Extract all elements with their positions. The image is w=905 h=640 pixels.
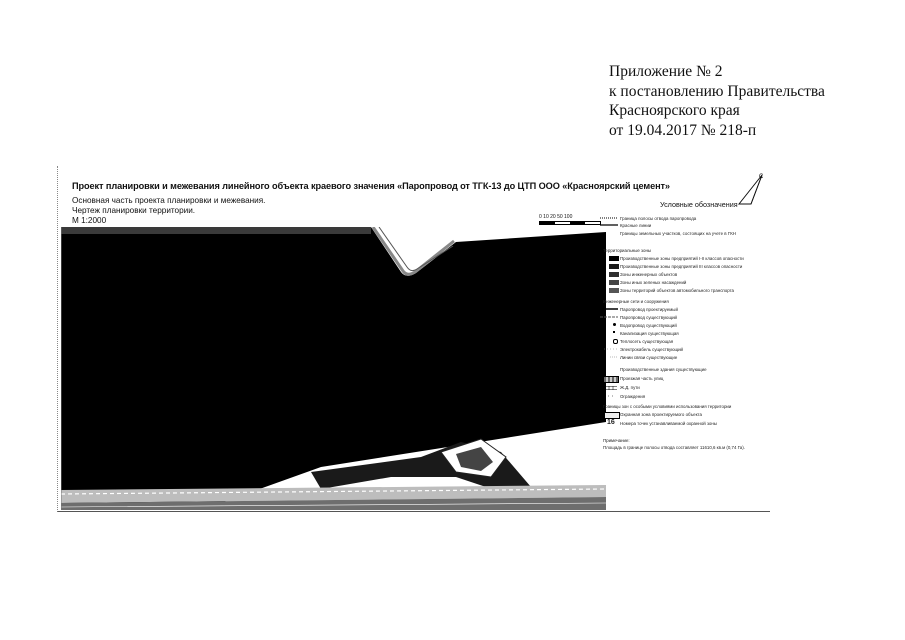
row-boundary-icon xyxy=(600,216,620,220)
steam-pipe-new-icon xyxy=(600,307,620,311)
drawing-title: Проект планировки и межевания линейного объекта краевого значения «Паропровод от ТГК-13 до ЦТП ООО «Красноярский цемент» xyxy=(72,181,670,191)
legend-item-8: Зоны иных зеленых насаждений xyxy=(620,280,687,285)
roadway-swatch xyxy=(603,376,619,383)
territory-plan-map xyxy=(61,227,606,510)
appendix-line-3: Красноярского края xyxy=(609,102,740,119)
legend-item-21: Ограждения xyxy=(620,394,646,399)
legend-item-23: Охранная зона проектируемого объекта xyxy=(620,412,702,417)
legend-item-1: Граница полосы отвода паропровода xyxy=(620,216,697,221)
appendix-line-4: от 19.04.2017 № 218-п xyxy=(609,121,757,139)
legend-note-label: Примечание: xyxy=(603,438,630,443)
zone-swatch-3 xyxy=(609,272,619,277)
scale-bar-graphic xyxy=(539,221,601,225)
legend-item-13: Водопровод существующий xyxy=(620,323,677,328)
svg-text:С: С xyxy=(759,174,764,180)
appendix-line-1: Приложение № 2 xyxy=(609,63,723,80)
legend-item-14: Канализация существующая xyxy=(620,331,679,336)
scale-bar-label: 0 10 20 50 100 xyxy=(539,214,573,220)
drawing-scale: М 1:2000 xyxy=(72,216,107,225)
drawing-subtitle-1: Основная часть проекта планировки и межевания. xyxy=(72,196,266,205)
legend-item-18: Производственные здания существующие xyxy=(620,367,707,372)
legend-item-2: Красные линии xyxy=(620,223,652,228)
legend-section-restricted-zones: Границы зон с особыми условиями использования территории xyxy=(603,404,732,409)
comm-line-icon xyxy=(600,355,620,359)
heat-icon xyxy=(613,339,618,344)
drawing-subtitle-2: Чертеж планировки территории. xyxy=(72,206,196,215)
water-icon xyxy=(613,323,616,326)
zone-swatch-2 xyxy=(609,264,619,269)
scale-bar xyxy=(539,214,572,220)
legend-item-17: Линии связи существующие xyxy=(620,355,678,360)
legend-item-5: Производственные зоны предприятий I-II классов опасности xyxy=(620,256,744,261)
legend-item-12: Паропровод существующий xyxy=(620,315,677,320)
appendix-header xyxy=(609,62,825,140)
point-number-sample: 16 xyxy=(607,419,615,426)
legend-item-3: Границы земельных участков, состоящих на учете в ГКН xyxy=(620,231,736,236)
fence-icon xyxy=(600,394,620,398)
legend-item-11: Паропровод проектируемый xyxy=(620,307,678,312)
legend-item-20: Ж.Д. пути xyxy=(620,385,640,390)
legend-item-6: Производственные зоны предприятий III классов опасности xyxy=(620,264,743,269)
zone-swatch-4 xyxy=(609,280,619,285)
sewer-icon xyxy=(613,331,615,333)
legend-item-15: Теплосеть существующая xyxy=(620,339,674,344)
legend-title: Условные обозначения xyxy=(660,200,738,209)
steam-pipe-existing-icon xyxy=(600,315,620,319)
protection-zone-swatch xyxy=(604,412,620,419)
north-arrow-icon xyxy=(737,171,767,207)
legend-item-19: Проезжая часть улиц xyxy=(620,376,664,381)
zone-swatch-5 xyxy=(609,288,619,293)
railway-icon xyxy=(600,385,620,391)
legend-item-24: Номера точек устанавливаемой охранной зоны xyxy=(620,421,717,426)
legend-item-9: Зоны территорий объектов автомобильного транспорта xyxy=(620,288,735,293)
legend-item-7: Зоны инженерных объектов xyxy=(620,272,678,277)
legend-note-text: Площадь в границе полосы отвода составляет 11610,6 кв.м (0,74 Га). xyxy=(603,445,745,450)
appendix-line-2: к постановлению Правительства xyxy=(609,82,825,100)
zone-swatch-1 xyxy=(609,256,619,261)
power-cable-icon xyxy=(600,347,620,351)
legend-item-16: Электрокабель существующий xyxy=(620,347,684,352)
red-line-icon xyxy=(600,223,620,227)
legend-section-utilities: Инженерные сети и сооружения xyxy=(603,299,669,304)
legend-section-zones: Территориальные зоны xyxy=(603,248,652,253)
